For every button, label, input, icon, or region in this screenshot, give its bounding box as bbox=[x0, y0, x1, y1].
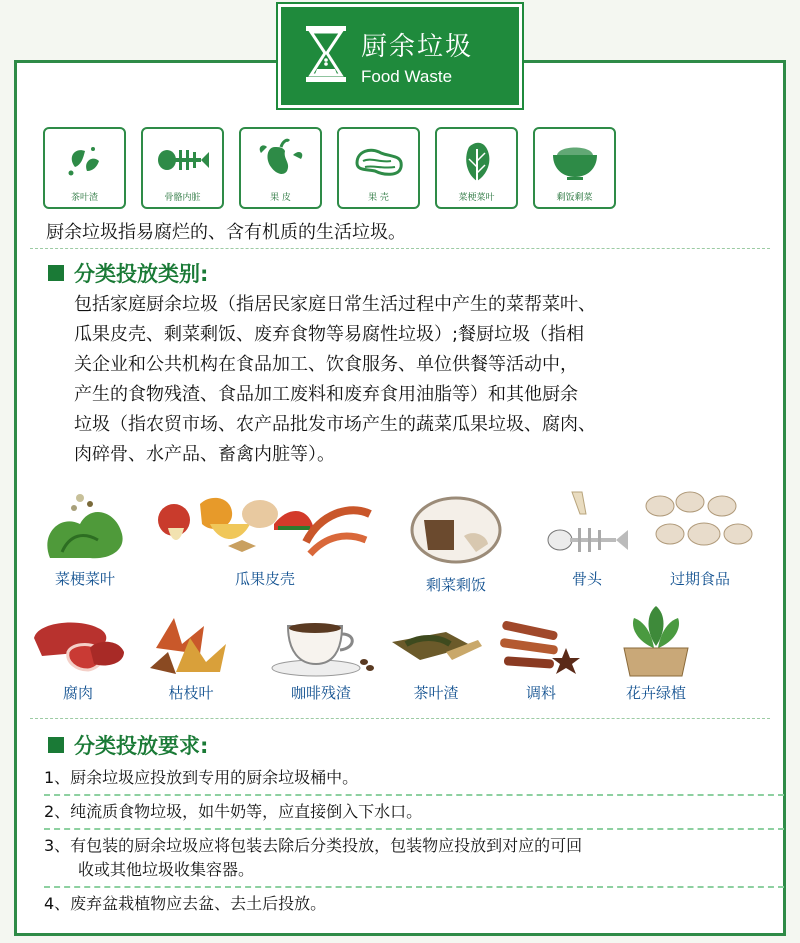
food-item-label: 咖啡残渣 bbox=[290, 684, 351, 702]
requirements-list bbox=[44, 762, 784, 920]
food-item-plant bbox=[616, 602, 696, 703]
leftover-rice-icon bbox=[547, 137, 603, 183]
divider bbox=[30, 718, 770, 719]
food-item-leftover bbox=[406, 490, 506, 595]
fruit-shell-icon bbox=[150, 484, 380, 564]
food-item-label: 茶叶渣 bbox=[413, 684, 459, 702]
section-title-requirements bbox=[48, 730, 208, 760]
bullet-square-icon bbox=[48, 737, 64, 753]
dead-leaves-icon bbox=[146, 608, 236, 678]
nut-shell-icon bbox=[351, 137, 407, 183]
food-item-label: 剩菜剩饭 bbox=[425, 576, 486, 594]
food-item-label: 瓜果皮壳 bbox=[234, 570, 295, 588]
paragraph-line: 瓜果皮壳、剩菜剩饭、废弃食物等易腐性垃圾）;餐厨垃圾（指相 bbox=[74, 324, 585, 345]
food-item-label: 枯枝叶 bbox=[168, 684, 214, 702]
spice-icon bbox=[496, 612, 586, 678]
paragraph-line: 包括家庭厨余垃圾（指居民家庭日常生活过程中产生的菜帮菜叶、 bbox=[74, 294, 596, 315]
header-titles bbox=[361, 26, 473, 87]
meat-icon bbox=[28, 608, 128, 678]
food-item-dead-leaves bbox=[146, 608, 236, 703]
paragraph-line: 产生的食物残渣、食品加工废料和废弃食用油脂等）和其他厨余 bbox=[74, 384, 578, 405]
food-item-label: 花卉绿植 bbox=[625, 684, 686, 702]
icon-card-vegetable-leaf bbox=[435, 127, 518, 209]
vegetable-leaf-icon bbox=[449, 137, 505, 183]
requirement-text: 4、废弃盆栽植物应去盆、去土后投放。 bbox=[44, 894, 327, 913]
requirement-item bbox=[44, 762, 784, 796]
food-item-label: 腐肉 bbox=[62, 684, 93, 702]
icon-card-leftover-rice bbox=[533, 127, 616, 209]
requirement-item bbox=[44, 888, 784, 920]
expired-food-icon bbox=[640, 484, 760, 564]
requirement-text: 2、纯流质食物垃圾，如牛奶等，应直接倒入下水口。 bbox=[44, 802, 423, 821]
food-item-expired bbox=[640, 484, 760, 589]
requirement-item bbox=[44, 830, 784, 888]
food-item-vegetable bbox=[40, 484, 130, 589]
icon-card-label: 菜梗菜叶 bbox=[458, 193, 495, 203]
icon-card-fish-bone bbox=[141, 127, 224, 209]
paragraph-line: 关企业和公共机构在食品加工、饮食服务、单位供餐等活动中， bbox=[74, 354, 578, 375]
paragraph-line: 垃圾（指农贸市场、农产品批发市场产生的蔬菜瓜果垃圾、腐肉、 bbox=[74, 414, 596, 435]
icon-card-label: 茶叶渣 bbox=[70, 193, 98, 203]
fruit-peel-icon bbox=[253, 137, 309, 183]
divider bbox=[30, 248, 770, 249]
section-title-text: 分类投放类别: bbox=[74, 262, 209, 286]
food-item-tea bbox=[386, 612, 486, 703]
section-title-categories bbox=[48, 258, 208, 288]
header-banner bbox=[278, 4, 522, 108]
intro-text: 厨余垃圾指易腐烂的、含有机质的生活垃圾。 bbox=[46, 222, 406, 243]
icon-card-fruit-peel bbox=[239, 127, 322, 209]
food-item-bone bbox=[542, 484, 632, 589]
food-item-label: 骨头 bbox=[571, 570, 602, 588]
tea-leaves-icon bbox=[57, 137, 113, 183]
vegetable-icon bbox=[40, 484, 130, 564]
paragraph-line: 肉碎骨、水产品、畜禽内脏等）。 bbox=[74, 444, 335, 465]
plant-icon bbox=[616, 602, 696, 678]
food-item-coffee bbox=[266, 612, 376, 703]
food-item-meat bbox=[28, 608, 128, 703]
icon-card-tea-leaves bbox=[43, 127, 126, 209]
hourglass-icon bbox=[303, 23, 349, 89]
icon-card-label: 果 皮 bbox=[270, 193, 291, 203]
coffee-icon bbox=[266, 612, 376, 678]
categories-paragraph bbox=[74, 290, 780, 470]
header-title-zh: 厨余垃圾 bbox=[361, 31, 474, 62]
section-title-text: 分类投放要求: bbox=[74, 734, 209, 758]
food-item-fruit-shell bbox=[150, 484, 380, 589]
tea-icon bbox=[386, 612, 486, 678]
requirement-text: 3、有包装的厨余垃圾应将包装去除后分类投放，包装物应投放到对应的可回 bbox=[44, 836, 583, 855]
icon-card-label: 剩饭剩菜 bbox=[556, 193, 593, 203]
food-item-spice bbox=[496, 612, 586, 703]
food-item-label: 过期食品 bbox=[669, 570, 730, 588]
requirement-text: 1、厨余垃圾应投放到专用的厨余垃圾桶中。 bbox=[44, 768, 359, 787]
icon-card-nut-shell bbox=[337, 127, 420, 209]
leftover-food-icon bbox=[406, 490, 506, 570]
bone-icon bbox=[542, 484, 632, 564]
icon-card-label: 果 壳 bbox=[368, 193, 389, 203]
bullet-square-icon bbox=[48, 265, 64, 281]
icon-card-label: 骨骼内脏 bbox=[164, 193, 201, 203]
food-item-label: 菜梗菜叶 bbox=[54, 570, 115, 588]
requirement-item bbox=[44, 796, 784, 830]
icon-card-row bbox=[43, 127, 616, 209]
fish-bone-icon bbox=[155, 137, 211, 183]
food-item-label: 调料 bbox=[525, 684, 556, 702]
header-title-en: Food Waste bbox=[361, 66, 453, 86]
requirement-text-continued: 收或其他垃圾收集容器。 bbox=[78, 860, 255, 879]
